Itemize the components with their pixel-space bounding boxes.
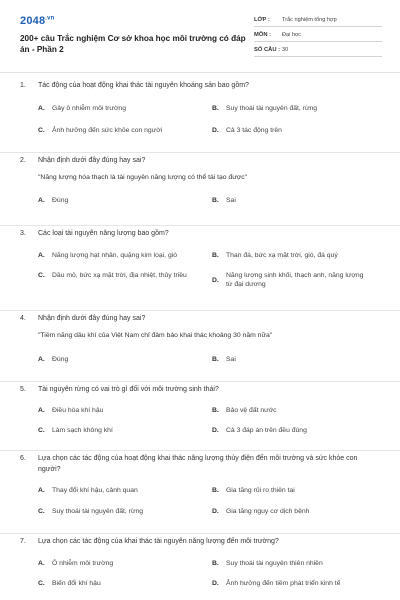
meta-row-lop xyxy=(254,13,382,27)
option-text: Ô nhiễm môi trường xyxy=(52,560,114,567)
option-letter: B. xyxy=(212,560,219,567)
option-letter: D. xyxy=(212,580,219,587)
option-letter: A. xyxy=(38,487,45,494)
question-4 xyxy=(0,311,400,382)
option-a[interactable] xyxy=(38,104,126,113)
option-b[interactable] xyxy=(212,196,236,205)
option-c[interactable] xyxy=(38,579,101,588)
option-letter: C. xyxy=(38,127,45,134)
question-text: Tác động của hoạt động khai thác tài nguyên khoáng sản bao gồm? xyxy=(38,82,249,89)
option-text: Năng lượng hạt nhân, quặng kim loại, gió xyxy=(52,252,178,259)
question-3 xyxy=(0,226,400,311)
option-text: Bảo vệ đất nước xyxy=(226,407,277,414)
question-number: 6. xyxy=(20,455,26,462)
logo-text: 2048 xyxy=(20,15,46,27)
option-letter: B. xyxy=(212,252,219,259)
option-c[interactable] xyxy=(38,507,143,516)
option-text: Dầu mỏ, bức xạ mặt trời, địa nhiệt, thủy triều xyxy=(52,272,187,279)
option-a[interactable] xyxy=(38,406,103,415)
option-letter: C. xyxy=(38,427,45,434)
question-text: Nhận định dưới đây đúng hay sai? xyxy=(38,157,146,164)
question-number: 1. xyxy=(20,82,26,89)
option-b[interactable] xyxy=(212,486,295,495)
option-c[interactable] xyxy=(38,426,113,435)
meta-value-mon: Đại học xyxy=(282,31,301,38)
option-c[interactable] xyxy=(38,271,203,280)
option-d[interactable] xyxy=(212,507,309,516)
option-letter: C. xyxy=(38,508,45,515)
document-title: 200+ câu Trắc nghiệm Cơ sở khoa học môi trường có đáp án - Phần 2 xyxy=(20,34,246,54)
option-text: Thay đổi khí hậu, cảnh quan xyxy=(52,487,138,494)
meta-value-lop: Trắc nghiệm tổng hợp xyxy=(282,16,337,23)
option-letter: A. xyxy=(38,356,45,363)
question-5 xyxy=(0,382,400,451)
option-d[interactable] xyxy=(212,579,340,588)
option-a[interactable] xyxy=(38,251,177,260)
option-c[interactable] xyxy=(38,126,162,135)
meta-label-socau: SỐ CÂU : xyxy=(254,46,281,53)
option-letter: A. xyxy=(38,407,45,414)
option-letter: D. xyxy=(212,508,219,515)
meta-label-mon: MÔN : xyxy=(254,31,272,38)
option-b[interactable] xyxy=(212,406,277,415)
option-text: Cả 3 tác động trên xyxy=(226,127,282,134)
question-list xyxy=(0,80,400,600)
option-letter: D. xyxy=(212,276,219,284)
question-6 xyxy=(0,451,400,534)
option-b[interactable] xyxy=(212,355,236,364)
option-text: Làm sạch không khí xyxy=(52,427,113,434)
option-letter: A. xyxy=(38,197,45,204)
site-logo[interactable] xyxy=(20,15,55,27)
option-text: Biến đổi khí hậu xyxy=(52,580,101,587)
option-b[interactable] xyxy=(212,104,317,113)
question-text: Tài nguyên rừng có vai trò gì đối với môi trường sinh thái? xyxy=(38,386,219,393)
option-text: Năng lượng sinh khối, thạch anh, năng lượng từ đại dương xyxy=(226,272,364,288)
option-text: Suy thoái tài nguyên thiên nhiên xyxy=(226,560,323,567)
option-text: Sai xyxy=(226,197,236,204)
option-text: Đúng xyxy=(52,356,69,363)
option-text: Suy thoái tài nguyên đất, rừng xyxy=(226,105,318,112)
question-1 xyxy=(0,80,400,153)
option-a[interactable] xyxy=(38,486,138,495)
option-b[interactable] xyxy=(212,559,323,568)
option-a[interactable] xyxy=(38,559,113,568)
question-2 xyxy=(0,153,400,226)
option-text: Gia tăng nguy cơ dịch bệnh xyxy=(226,508,310,515)
option-letter: B. xyxy=(212,407,219,414)
option-d[interactable] xyxy=(212,426,307,435)
option-letter: A. xyxy=(38,560,45,567)
option-text: Ảnh hưởng đến tiềm phát triển kinh tế xyxy=(226,580,341,587)
option-text: Đúng xyxy=(52,197,69,204)
option-letter: C. xyxy=(38,272,45,279)
question-text: Lựa chọn các tác động của hoạt động khai thác năng lượng thủy điện đến môi trường và sức khỏe con người? xyxy=(38,455,358,473)
question-number: 5. xyxy=(20,386,26,393)
option-text: Điều hòa khí hậu xyxy=(52,407,104,414)
option-a[interactable] xyxy=(38,355,68,364)
meta-row-mon xyxy=(254,28,382,42)
option-text: Than đá, bức xạ mặt trời, gió, đá quý xyxy=(226,252,338,259)
question-statement: "Năng lượng hóa thạch là tài nguyên năng lượng có thể tái tạo được" xyxy=(38,174,248,181)
document-header xyxy=(0,0,400,72)
question-number: 4. xyxy=(20,315,26,322)
option-letter: B. xyxy=(212,105,219,112)
option-letter: B. xyxy=(212,356,219,363)
option-text: Cả 3 đáp án trên đều đúng xyxy=(226,427,307,434)
logo-suffix: .vn xyxy=(45,15,55,22)
option-letter: D. xyxy=(212,427,219,434)
option-d[interactable] xyxy=(212,126,282,135)
question-number: 7. xyxy=(20,538,26,545)
meta-value-socau: 30 xyxy=(282,46,289,53)
question-text: Lựa chọn các tác động của khai thác tài nguyên năng lượng đến môi trường? xyxy=(38,538,279,545)
question-statement: "Tiềm năng dầu khí của Việt Nam chỉ đảm bảo khai thác khoảng 30 năm nữa" xyxy=(38,332,273,339)
option-letter: B. xyxy=(212,197,219,204)
option-text: Gây ô nhiễm môi trường xyxy=(52,105,126,112)
option-text: Ảnh hưởng đến sức khỏe con người xyxy=(52,127,163,134)
option-letter: C. xyxy=(38,580,45,587)
meta-row-socau xyxy=(254,43,382,57)
option-text: Suy thoái tài nguyên đất, rừng xyxy=(52,508,144,515)
option-letter: A. xyxy=(38,252,45,259)
header-divider xyxy=(0,72,400,73)
option-d[interactable] xyxy=(212,271,372,289)
question-number: 2. xyxy=(20,157,26,164)
question-7 xyxy=(0,534,400,600)
document-meta xyxy=(254,13,382,58)
option-text: Gia tăng rủi ro thiên tai xyxy=(226,487,295,494)
option-letter: A. xyxy=(38,105,45,112)
option-a[interactable] xyxy=(38,196,68,205)
question-number: 3. xyxy=(20,230,26,237)
meta-label-lop: LỚP : xyxy=(254,16,270,23)
option-text: Sai xyxy=(226,356,236,363)
option-b[interactable] xyxy=(212,251,338,260)
option-letter: D. xyxy=(212,127,219,134)
option-letter: B. xyxy=(212,487,219,494)
question-text: Nhận định dưới đây đúng hay sai? xyxy=(38,315,146,322)
question-text: Các loại tài nguyên năng lượng bao gồm? xyxy=(38,230,169,237)
